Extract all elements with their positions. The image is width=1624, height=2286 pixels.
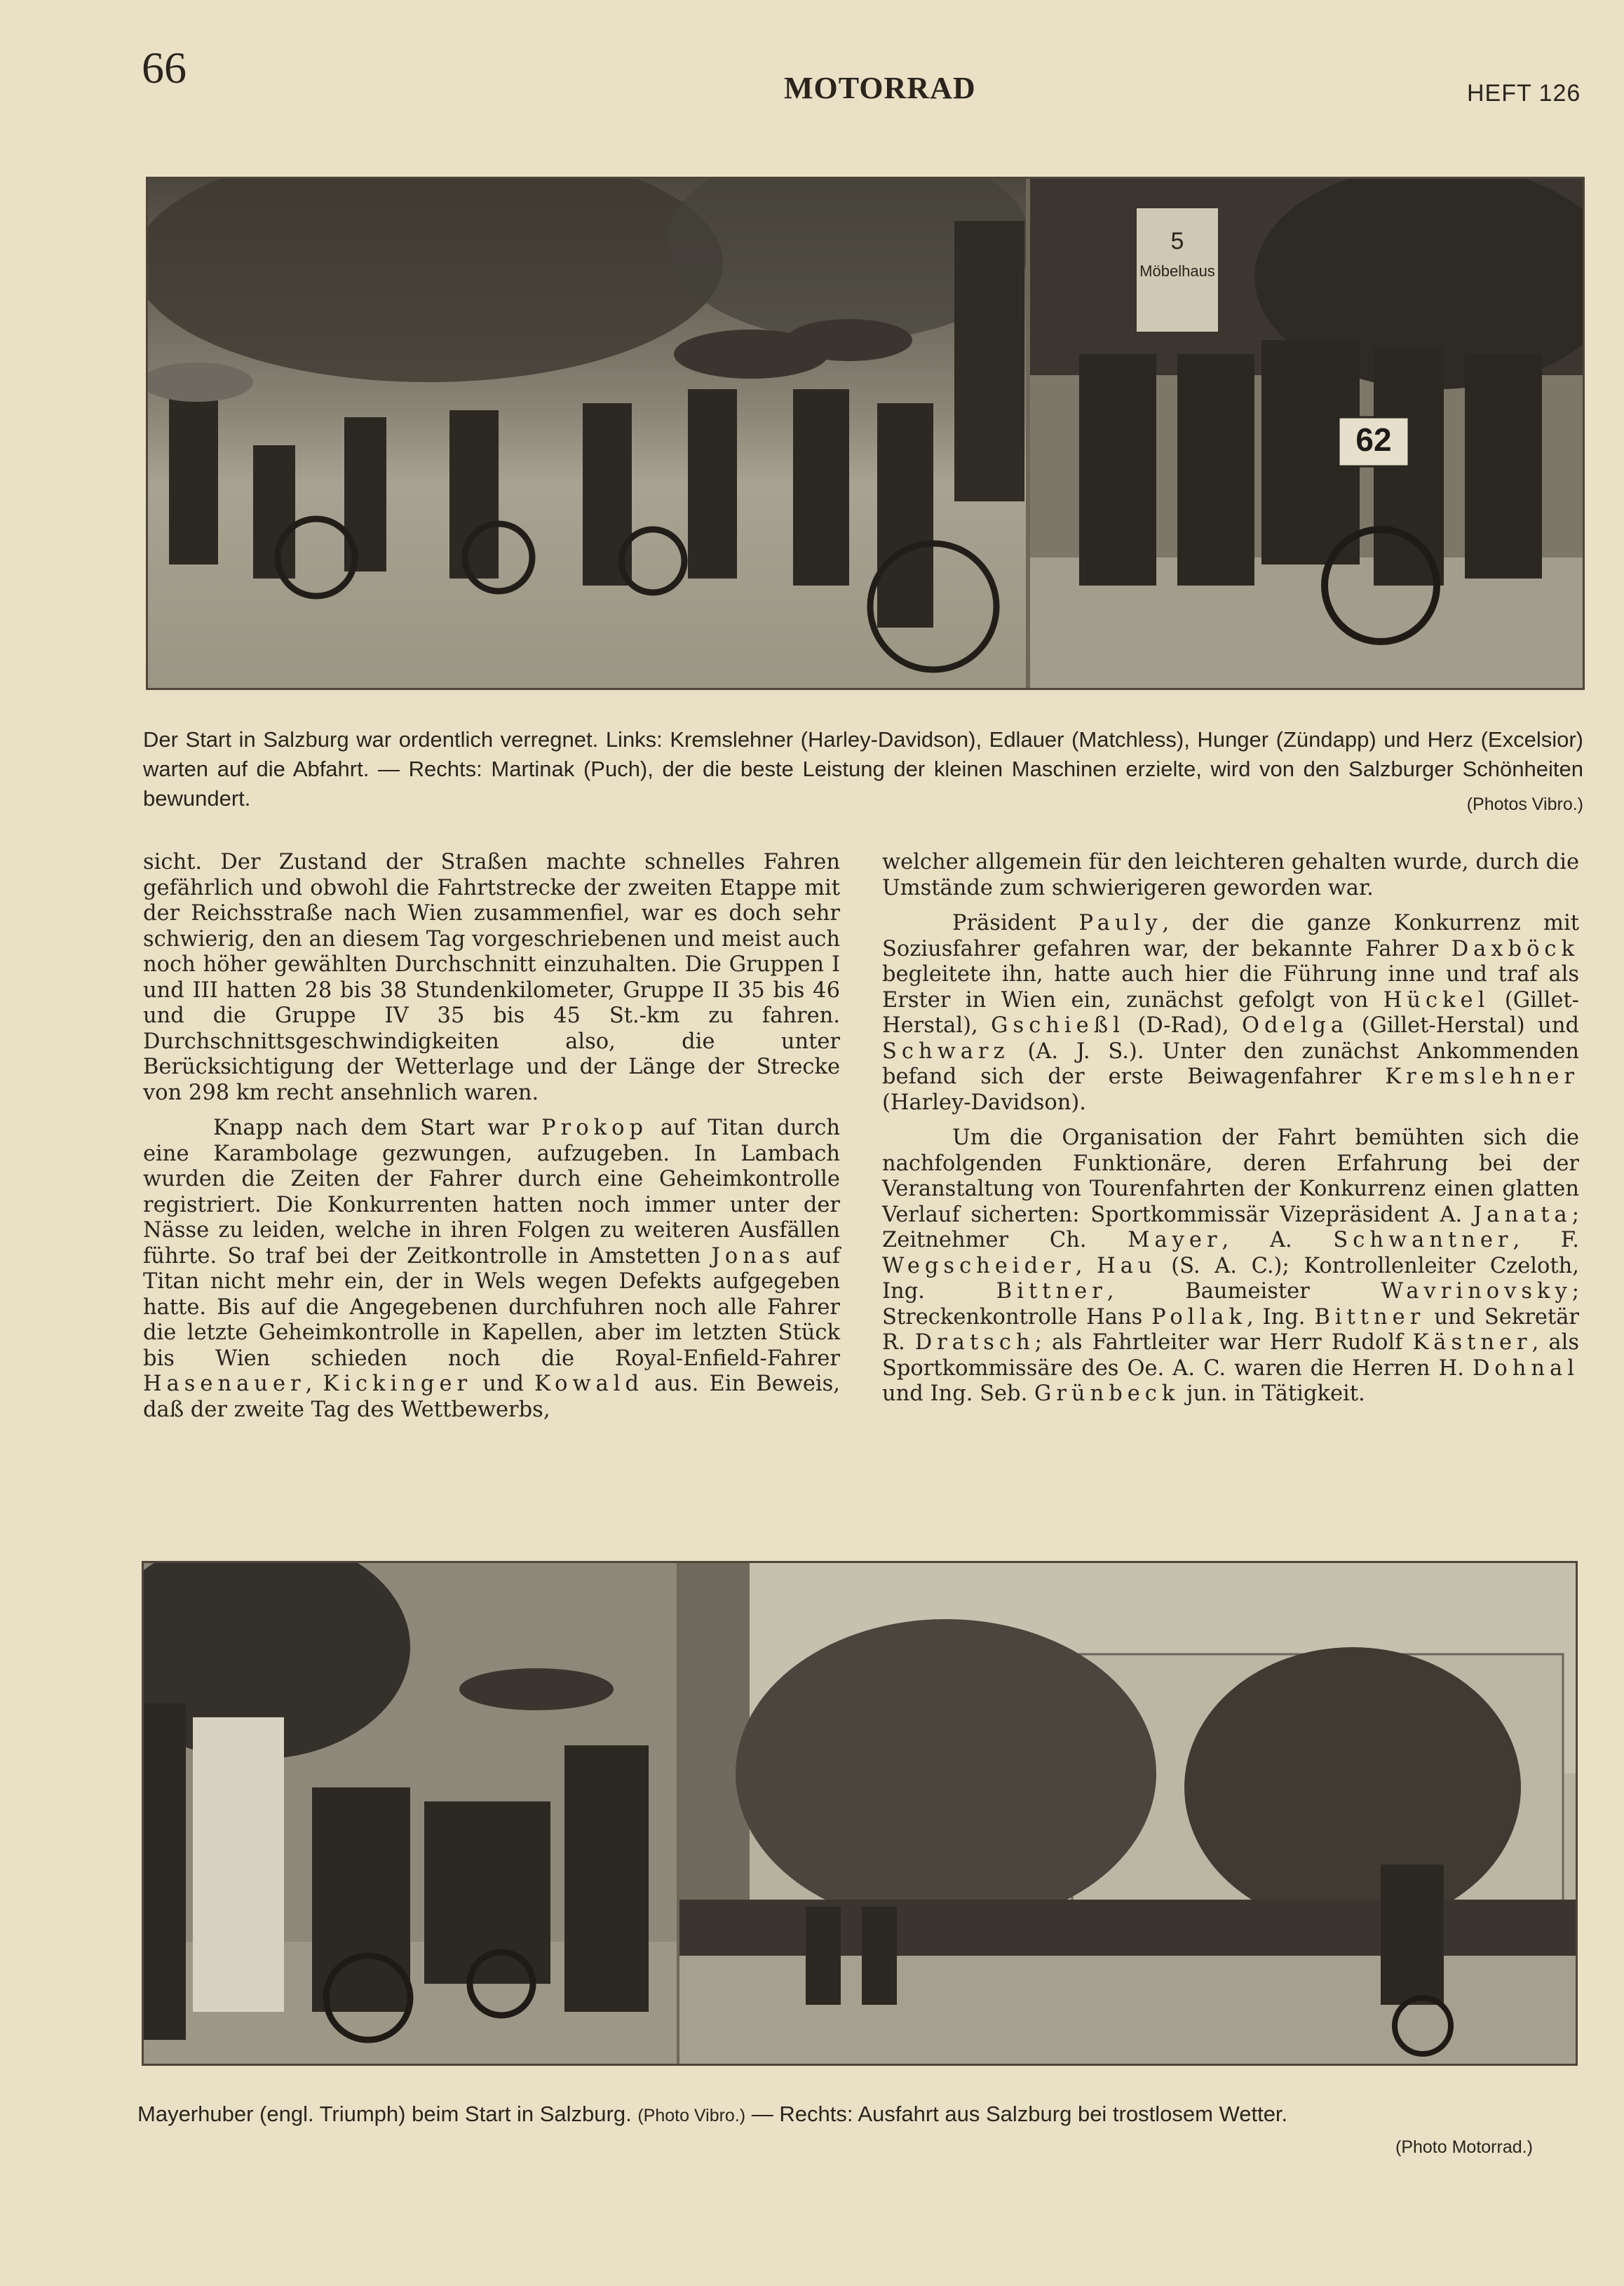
sign-number: 5 [1170,228,1184,255]
caption-bottom-credit-2: (Photo Motorrad.) [1395,2137,1533,2157]
name-kowald: Kowald [534,1372,644,1396]
right-paragraph-1: welcher allgemein für den leichteren gehalten wurde, durch die Umstände zum schwierigeren geworden war. [882,850,1579,900]
caption-bottom-text-2: — Rechts: Ausfahrt aus Salzburg bei trostlosem Wetter. [745,2102,1288,2126]
page-number: 66 [142,43,187,93]
name-prokop: Prokop [541,1116,648,1140]
photo-start-salzburg-left [148,179,1026,688]
caption-top-credit: (Photos Vibro.) [1466,794,1583,814]
name-jonas: Jonas [711,1243,795,1269]
issue-number: HEFT 126 [1467,80,1581,107]
photo-mayerhuber-image [144,1563,677,2064]
start-plate-number: 62 [1355,421,1392,458]
street-sign [1135,207,1219,333]
top-photo-frame [146,177,1585,690]
caption-bottom-text-1: Mayerhuber (engl. Triumph) beim Start in Salzburg. [137,2102,638,2126]
bottom-photo-frame [142,1561,1578,2066]
name-hasenauer: Hasenauer [143,1372,306,1396]
masthead-logo: MOTORRAD [784,71,976,105]
left-paragraph-2: Knapp nach dem Start war Prokop auf Titan durch eine Karambolage gezwungen, aufzugeben. In Lambach wurden die Zeiten der Fahrer durch eine Geheimkontrolle registriert. Die Konkurrenten hatten noch immer unter der Nässe zu leiden, welche in ihren Folgen zu weiteren Ausfällen führte. So traf bei der Zeitkontrolle in Amstetten Jonas auf Titan nicht mehr ein, der in Wels wegen Defekts aufgegeben hatte. Bis auf die Angegebenen durchfuhren noch alle Fahrer die letzte Geheimkontrolle in Kapellen, aber im letzten Stück bis Wien schieden noch die Royal-Enfield-Fahrer Hasenauer, Kickinger und Kowald aus. Ein Beweis, daß der zweite Tag des Wettbewerbs, [143,1116,841,1422]
right-paragraph-2: Präsident Pauly, der die ganze Konkurrenz mit Soziusfahrer gefahren war, der bekannte Fahrer Daxböck begleitete ihn, hatte auch hier die Führung inne und traf als Erster in Wien ein, zunächst gefolgt von Hückel (Gillet-Herstal), Gschießl (D-Rad), Odelga (Gillet-Herstal) und Schwarz (A. J. S.). Unter den zunächst Ankommenden befand sich der erste Beiwagenfahrer Kremslehner (Harley-Davidson). [882,911,1579,1115]
right-paragraph-3: Um die Organisation der Fahrt bemühten sich die nachfolgenden Funktionäre, deren Erfahrung bei der Veranstaltung von Tourenfahrten der Konkurrenz einen glatten Verlauf sicherten: Sportkommissär Vizepräsident A. Janata; Zeitnehmer Ch. Mayer, A. Schwantner, F. Wegscheider, Hau (S. A. C.); Kontrollenleiter Czeloth, Ing. Bittner, Baumeister Wavrinovsky; Streckenkontrolle Hans Pollak, Ing. Bittner und Sekretär R. Dratsch; als Fahrtleiter war Herr Rudolf Kästner, als Sportkommissäre des Oe. A. C. waren die Herren H. Dohnal und Ing. Seb. Grünbeck jun. in Tätigkeit. [882,1125,1580,1406]
photo-departure-image [679,1563,1576,2064]
name-kickinger: Kickinger [323,1372,473,1396]
article-column-right [882,850,1579,1407]
caption-top [143,725,1583,819]
left-paragraph-1: sicht. Der Zustand der Straßen machte schnelles Fahren gefährlich und obwohl die Fahrtstrecke der zweiten Etappe mit der Reichsstraße nach Wien zusammenfiel, war es doch sehr schwierig, den an diesem Tag vorgeschriebenen und meist auch noch höher gewählten Durchschnitt einzuhalten. Die Gruppen I und III hatten 28 bis 38 Stundenkilometer, Gruppe II 35 bis 46 und die Gruppe IV 35 bis 45 St.-km zu fahren. Durchschnittsgeschwindigkeiten also, die unter Berücksichtigung der Wetterlage und der Länge der Strecke von 298 km recht ansehnlich waren. [143,850,840,1105]
caption-bottom-credit-1: (Photo Vibro.) [637,2106,746,2125]
sign-text: Möbelhaus [1139,262,1215,280]
photo-martinak-puch-right [1030,179,1583,688]
article-column-left [143,850,840,1423]
photo-mayerhuber-start [144,1563,677,2064]
caption-top-text: Der Start in Salzburg war ordentlich verregnet. Links: Kremslehner (Harley-Davidson), Edlauer (Matchless), Hunger (Zündapp) und Herz (Excelsior) warten auf die Abfahrt. — Rechts: Martinak (Puch), der die beste Leistung der kleinen Maschinen erzielte, wird von den Salzburger Schönheiten bewundert. [143,727,1583,811]
photo-departure-salzburg [679,1563,1576,2064]
photo-martinak-image [1030,179,1583,688]
caption-bottom [137,2099,1575,2130]
photo-start-left-image [148,179,1026,688]
